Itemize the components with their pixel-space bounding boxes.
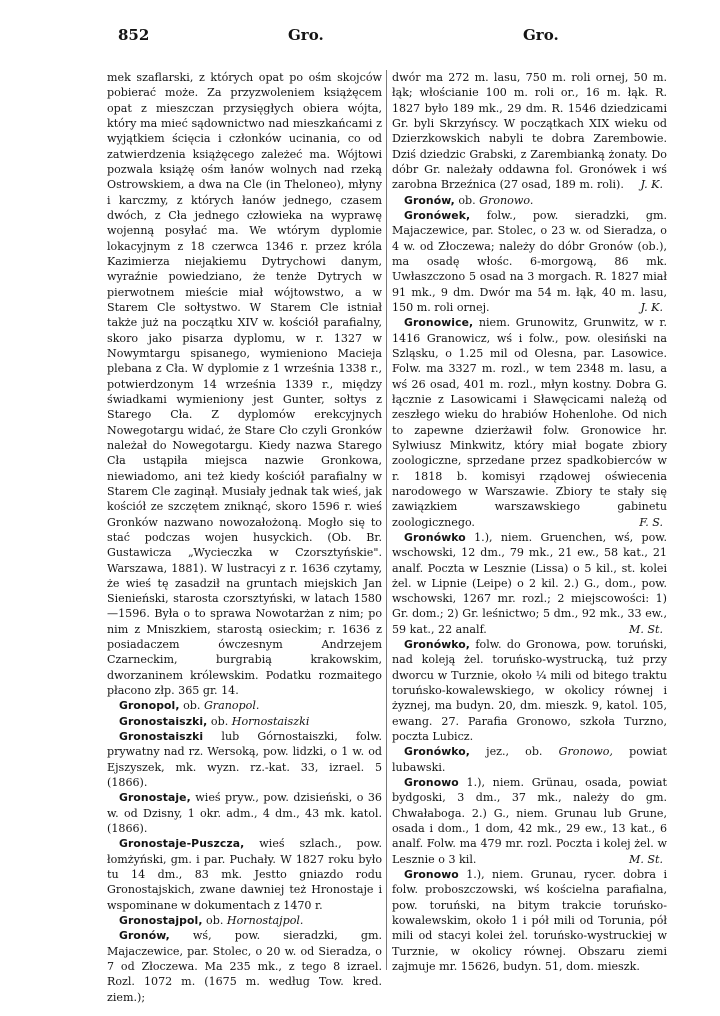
author-signature: J. K. [640, 178, 663, 192]
dictionary-entry [392, 637, 667, 744]
dictionary-entry [392, 867, 667, 974]
dictionary-entry [107, 790, 382, 836]
author-signature: J. K. [640, 300, 663, 314]
entry-text: folw. do Gronowa, pow. toruński, nad koleją żel. toruńsko-wystrucką, tuż przy dworcu w Turznie, około ¼ mili od bitego traktu toruńsko-kowalewskiego, w okolicy równej i żyznej, ma budyn. 20, dm. mieszk. 9, katol. 105, ewang. 27. Parafia Gronowo, szkoła Turzno, poczta Lubicz. [392, 638, 667, 744]
entry-text: ob. [179, 699, 204, 713]
entry-headword: Gronowice, [404, 316, 474, 330]
entry-text: folw., pow. sieradzki, gm. Majaczewice, par. Stolec, o 23 w. od Sieradza, o 4 w. od Złoczewa; należy do dóbr Gronów (ob.), ma osadę włośc. 6-morgową, 86 mk. Uwłaszczono 5 osad na 3 morgach. R. 1827 miał 91 mk., 9 dm. Dwór ma 54 m. łąk, 40 m. lasu, 150 m. roli ornej. [392, 208, 667, 314]
dictionary-entry [107, 698, 382, 713]
dictionary-entry [392, 530, 667, 637]
entry-headword: Gronówko, [404, 638, 470, 652]
page-number: 852 [118, 26, 150, 44]
entry-headword: Gronowo [404, 868, 459, 882]
dictionary-entry [392, 775, 667, 867]
entry-reference: Hornostajpol. [226, 914, 304, 928]
entry-text: wś, pow. sieradzki, gm. Majaczewice, par. Stolec, o 20 w. od Sieradza, o 7 od Złoczewa. Ma 235 mk., z tego 8 izrael. Rozl. 1072 m. (1675 m. według Tow. kred. ziem.); [107, 929, 382, 1004]
entry-headword: Gronowo [404, 776, 459, 790]
page-header [118, 26, 658, 48]
entry-text: ob. [202, 914, 227, 928]
continued-entry [107, 70, 382, 698]
running-head-left: Gro. [288, 26, 324, 44]
entry-headword: Gronostaiszki, [119, 714, 208, 728]
entry-headword: Gronopol, [119, 699, 180, 713]
entry-headword: Gronówko [404, 530, 466, 544]
entry-headword: Gronostajpol, [119, 914, 203, 928]
entry-headword: Gronostaje, [119, 791, 191, 805]
entry-text: mek szaflarski, z których opat po ośm skojców pobierać może. Za przyzwoleniem książęcem opat z mieszczan przysięgłych obiera wójta, który ma mieć sądownictwo nad mieszkańcami z wyjątkiem ścięcia i członków ucinania, co od zatwierdzenia książęcego zależeć ma. Wójtowi pozwala książę ośm łanów wolnych nad rzeką Ostrowskiem, a dwa na Cle (in Theloneo), młyny i karczmy, z których łanów jednego, czasem dwóch, z Cła jednego człowieka na wyprawę wojenną posyłać ma. We wtórym dyplomie lokacyjnym z 18 czerwca 1346 r. przez króla Kazimierza niejakiemu Dytrychowi danym, wyraźnie powiedziano, że tenże Dytrych w pierwotnem mieście miał wójtowstwo, a w Starem Cle sołtystwo. W Starem Cle istniał także już na początku XIV w. kościół parafialny, skoro jako pisarza dyplomu, w r. 1327 w Nowymtargu spisanego, wymieniono Macieja plebana z Cła. W dyplomie z 1 września 1338 r., potwierdzonym 14 września 1339 r., między świadkami wymieniony jest Gunter, sołtys z Starego Cła. Z dyplomów erekcyjnych Nowegotargu widać, że Stare Cło czyli Gronków należał do Nowegotargu. Kiedy nazwa Starego Cła ustąpiła miejsca nazwie Gronkowa, niewiadomo, ani też kiedy kościół parafialny w Starem Cle zaginął. Musiały jednak tak wieś, jak kościół ze szczętem zniknąć, skoro 1596 r. wieś Gronków nazwano nowozałożoną. Mogło się to stać podczas wojen husyckich. (Ob. Br. Gustawicza „Wycieczka w Czorsztyńskie". Warszawa, 1881). W lustracyi z r. 1636 czytamy, że wieś tę zasadził na gruntach miejskich Jan Sienieński, starosta czorsztyński, w latach 1580—1596. Była o to sprawa Nowotarżan z nim; po nim z Mniszkiem, starostą osieckim; r. 1636 z posiadaczem ówczesnym Andrzejem Czarneckim, burgrabią krakowskim, dworzaninem królewskim. Podatku rozmaitego płacono złp. 365 gr. 14. [107, 71, 382, 698]
dictionary-entry [107, 913, 382, 928]
dictionary-entry [392, 744, 667, 775]
author-signature: F. S. [639, 515, 663, 529]
dictionary-entry [392, 208, 667, 315]
entry-reference: Granopol. [203, 699, 260, 713]
entry-text: jez., ob. [470, 745, 559, 759]
entry-text: niem. Grunowitz, Grunwitz, w r. 1416 Granowicz, wś i folw., pow. olesiński na Szląsku, o 1.25 mil od Olesna, par. Lasowice. Folw. ma 3327 m. rozl., w tem 2348 m. lasu, a wś 26 osad, 401 m. rozl., młyn kostny. Dobra G. łącznie z Lasowicami i Sławęcicami należą od zeszłego wieku do hrabiów Hohenlohe. Od nich to zapewne dzierżawił folw. Gronowice hr. Sylwiusz Minkwitz, który miał bogate zbiory zoologiczne, sprzedane przez spadkobierców w r. 1818 b. komisyi rządowej oświecenia narodowego w Warszawie. Zbiory te stały się zawiązkiem warszawskiego gabinetu zoologicznego. [392, 316, 667, 529]
entry-headword: Gronów, [119, 929, 170, 943]
column-divider [386, 70, 387, 970]
entry-text: 1.), niem. Grünau, osada, powiat bydgoski, 3 dm., 37 mk., należy do gm. Chwałaboga. 2.) G., niem. Grunau lub Grune, osada i dom., 1 dom, 42 mk., 29 ew., 13 kat., 6 analf. Folw. ma 479 mr. rozl. Poczta i kolej żel. w Lesznie o 3 kil. [392, 776, 667, 866]
entry-tail: powiat lubawski. [392, 745, 667, 774]
entry-text: ob. [207, 714, 232, 728]
entry-headword: Gronówko, [404, 745, 470, 759]
continued-entry [392, 70, 667, 193]
dictionary-entry [107, 836, 382, 913]
dictionary-entry [392, 193, 667, 208]
entry-text: wieś szlach., pow. łomżyński, gm. i par. Puchały. W 1827 roku było tu 14 dm., 83 mk. Jestto gniazdo rodu Gronostajskich, zwane dawniej też Hronostaje i wspominane w dokumentach z 1470 r. [107, 837, 382, 912]
entry-text: dwór ma 272 m. lasu, 750 m. roli ornej, 50 m. łąk; włościanie 100 m. roli or., 16 m. łąk. R. 1827 było 189 mk., 29 dm. R. 1546 dziedzicami Gr. byli Skrzyńscy. W początkach XIX wieku od Dzierzkowskich nabyli te dobra Zarembowie. Dziś dziedzic Grabski, z Zarembianką żonaty. Do dóbr Gr. należały oddawna fol. Gronówek i wś zarobna Brzeźnica (27 osad, 189 m. roli). [392, 71, 667, 192]
dictionary-entry [392, 315, 667, 530]
entry-text: lub Górnostaiszki, folw. prywatny nad rz. Wersoką, pow. lidzki, o 1 w. od Ejszyszek, mk. wyzn. rz.-kat. 33, izrael. 5 (1866). [107, 730, 382, 790]
entry-text: 1.), niem. Gruenchen, wś, pow. wschowski, 12 dm., 79 mk., 21 ew., 58 kat., 21 analf. Poczta w Lesznie (Lissa) o 5 kil., st. kolei żel. w Lipnie (Leipe) o 2 kil. 2.) G., dom., pow. wschowski, 1267 mr. rozl.; 2 miejscowości: 1) Gr. dom.; 2) Gr. leśnictwo; 5 dm., 92 mk., 33 ew., 59 kat., 22 analf. [392, 530, 667, 636]
entry-headword: Gronostaiszki [119, 730, 204, 744]
entry-reference: Hornostaiszki [231, 714, 310, 728]
left-column [107, 70, 382, 1004]
author-signature: M. St. [629, 622, 663, 636]
entry-reference: Gronowo, [558, 745, 613, 759]
entry-text: 1.), niem. Grunau, rycer. dobra i folw. proboszczowski, wś kościelna parafialna, pow. toruński, na bitym trakcie toruńsko-kowalewskim, około 1 i pół mili od Torunia, pół mili od stacyi kolei żel. toruńsko-wystruckiej w Turznie, w okolicy równej. Obszaru ziemi zajmuje mr. 15626, budyn. 51, dom. mieszk. [392, 868, 667, 974]
entry-reference: Gronowo. [479, 193, 534, 207]
entry-text: wieś pryw., pow. dzisieński, o 36 w. od Dzisny, 1 okr. adm., 4 dm., 43 mk. katol. (1866). [107, 791, 382, 836]
entry-headword: Gronówek, [404, 208, 471, 222]
entry-headword: Gronostaje-Puszcza, [119, 837, 245, 851]
right-column [392, 70, 667, 975]
dictionary-entry [107, 928, 382, 1005]
dictionary-entry [107, 729, 382, 790]
dictionary-entry [107, 714, 382, 729]
running-head-right: Gro. [523, 26, 559, 44]
entry-headword: Gronów, [404, 193, 455, 207]
author-signature: M. St. [629, 852, 663, 866]
entry-text: ob. [454, 193, 480, 207]
